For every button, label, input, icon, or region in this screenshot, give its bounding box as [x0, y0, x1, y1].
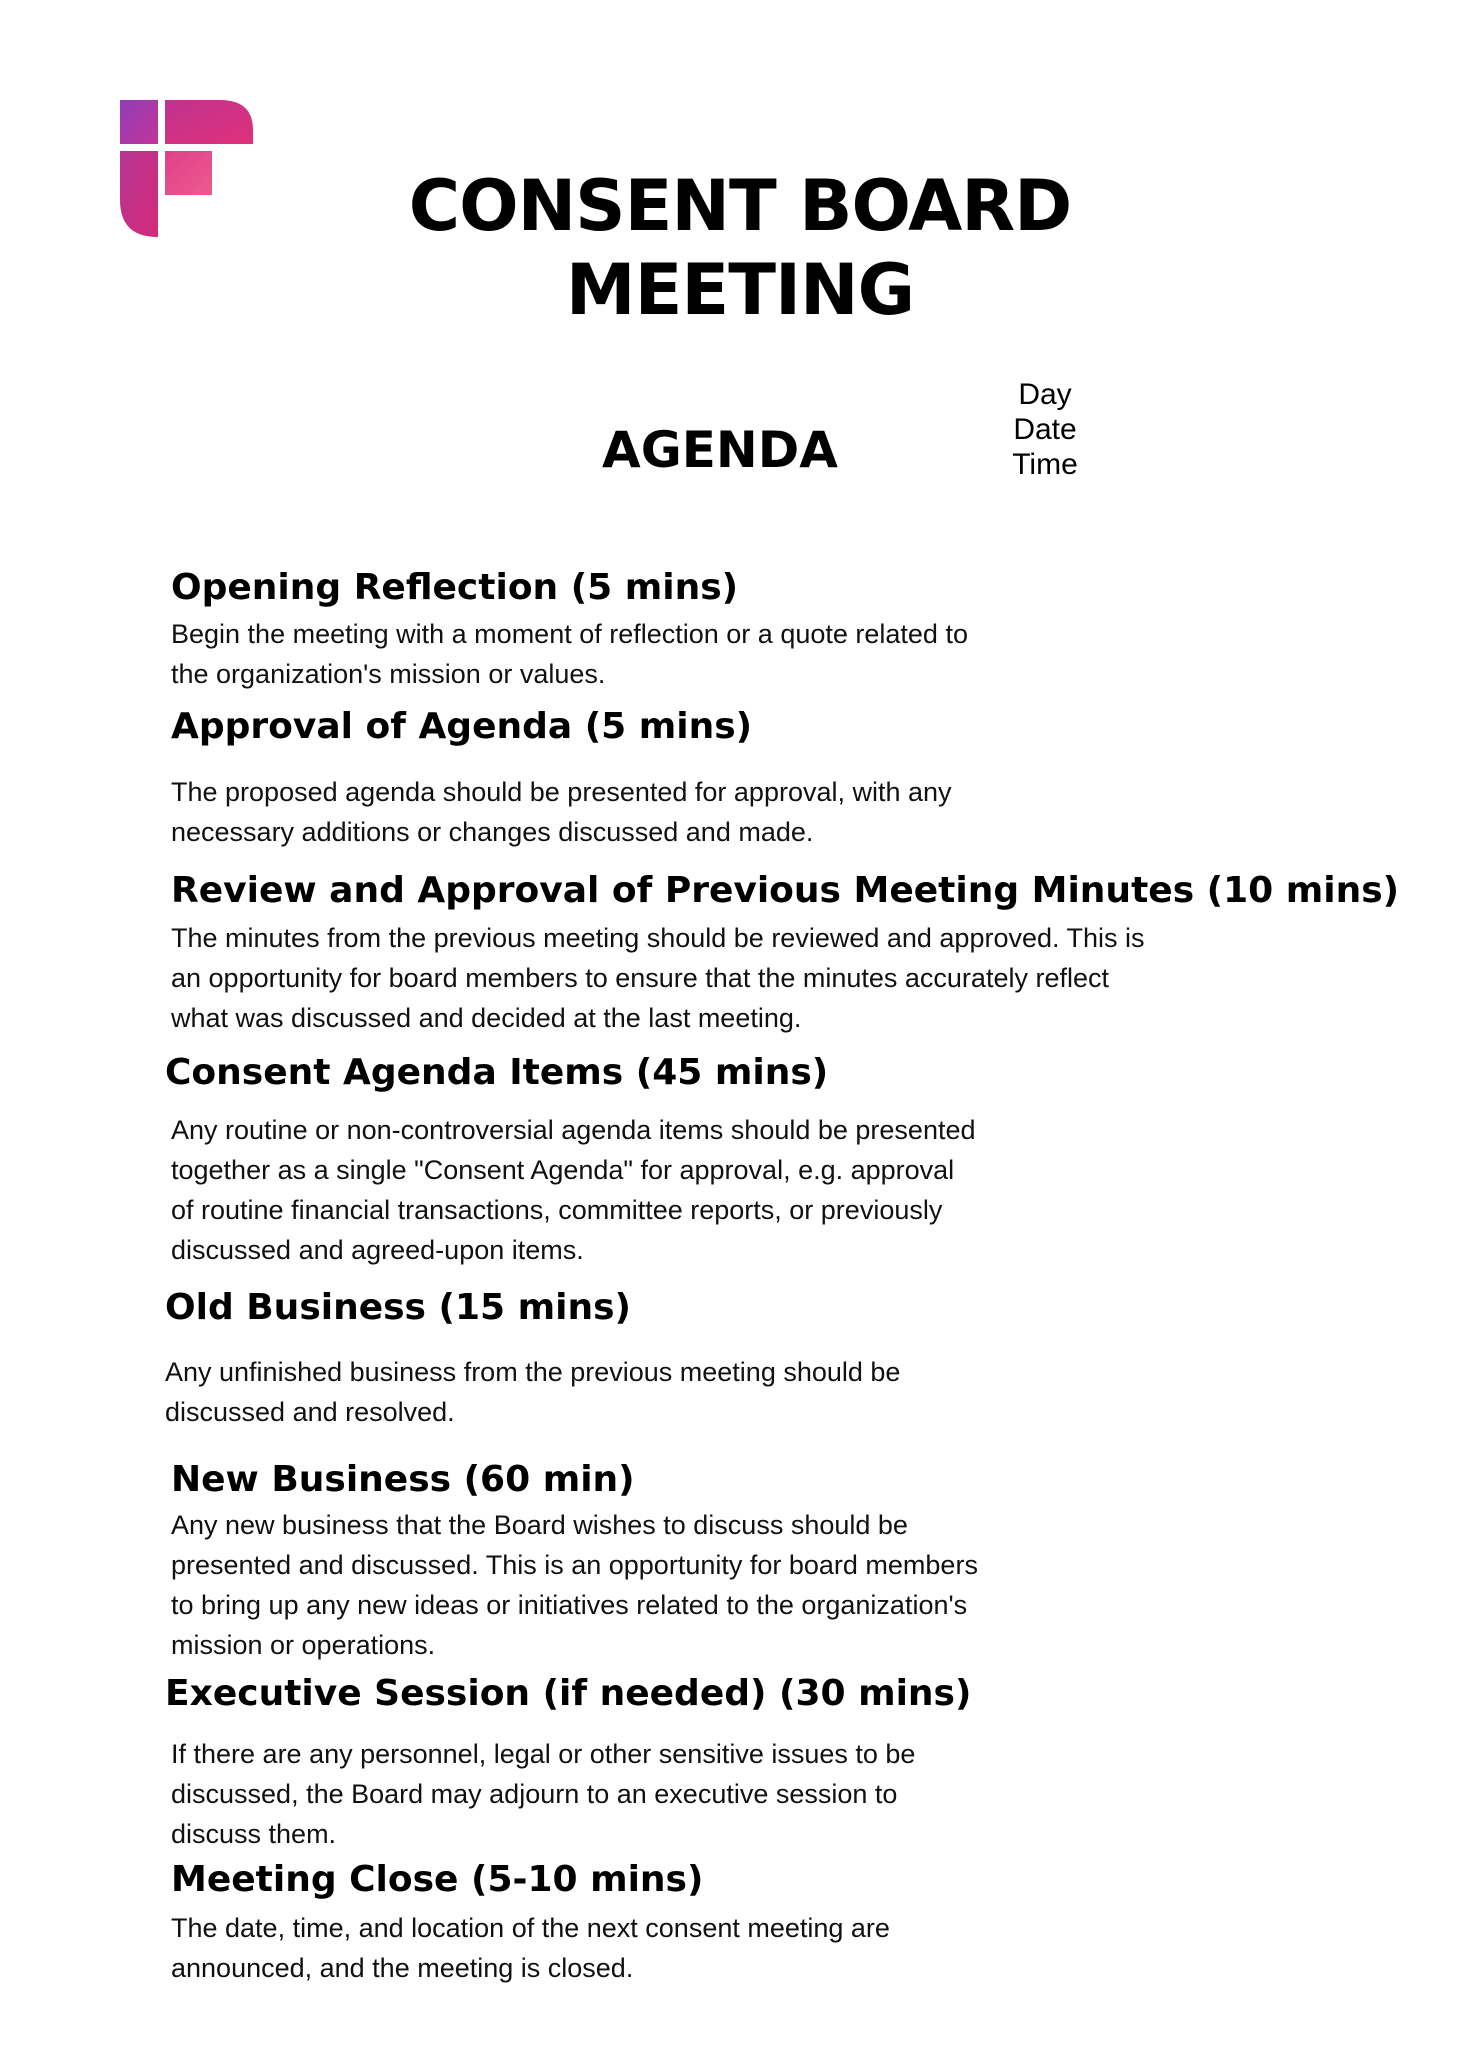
- section-title-review-previous-minutes: Review and Approval of Previous Meeting Minutes (10 mins): [171, 870, 1400, 911]
- section-description-opening-reflection: Begin the meeting with a moment of reflection or a quote related to the organization's mission or values.: [171, 619, 968, 689]
- section-description-review-previous-minutes: The minutes from the previous meeting should be reviewed and approved. This is an opportunity for board members to ensure that the minutes accurately reflect what was discussed and decided at the last meeting.: [171, 923, 1145, 1033]
- page-title-line-2: MEETING: [565, 249, 915, 331]
- section-title-meeting-close: Meeting Close (5-10 mins): [171, 1859, 704, 1900]
- section-description-new-business: Any new business that the Board wishes to discuss should be presented and discussed. This is an opportunity for board members to bring up any new ideas or initiatives related to the organization's mission or operations.: [171, 1510, 978, 1660]
- section-title-consent-agenda-items: Consent Agenda Items (45 mins): [165, 1052, 829, 1093]
- section-description-executive-session: If there are any personnel, legal or other sensitive issues to be discussed, the Board may adjourn to an executive session to discuss them.: [171, 1739, 916, 1849]
- meta-time: Time: [1012, 448, 1078, 481]
- brand-logo-icon: [120, 100, 253, 237]
- section-description-consent-agenda-items: Any routine or non-controversial agenda items should be presented together as a single "Consent Agenda" for approval, e.g. approval of routine financial transactions, committee reports, or previously discussed and agreed-upon items.: [171, 1115, 976, 1265]
- section-title-old-business: Old Business (15 mins): [165, 1287, 631, 1328]
- agenda-heading: AGENDA: [602, 421, 838, 479]
- page-title-line-1: CONSENT BOARD: [408, 165, 1072, 247]
- meta-date: Date: [1013, 413, 1077, 446]
- section-title-approval-of-agenda: Approval of Agenda (5 mins): [171, 706, 753, 747]
- meta-day: Day: [1018, 378, 1072, 411]
- section-title-executive-session: Executive Session (if needed) (30 mins): [165, 1673, 972, 1714]
- meeting-meta: [985, 377, 1105, 482]
- section-description-old-business: Any unfinished business from the previous meeting should be discussed and resolved.: [165, 1357, 901, 1427]
- section-description-approval-of-agenda: The proposed agenda should be presented for approval, with any necessary additions or changes discussed and made.: [171, 777, 952, 847]
- section-title-new-business: New Business (60 min): [171, 1459, 635, 1500]
- section-title-opening-reflection: Opening Reflection (5 mins): [171, 567, 739, 608]
- section-description-meeting-close: The date, time, and location of the next consent meeting are announced, and the meeting is closed.: [171, 1913, 890, 1983]
